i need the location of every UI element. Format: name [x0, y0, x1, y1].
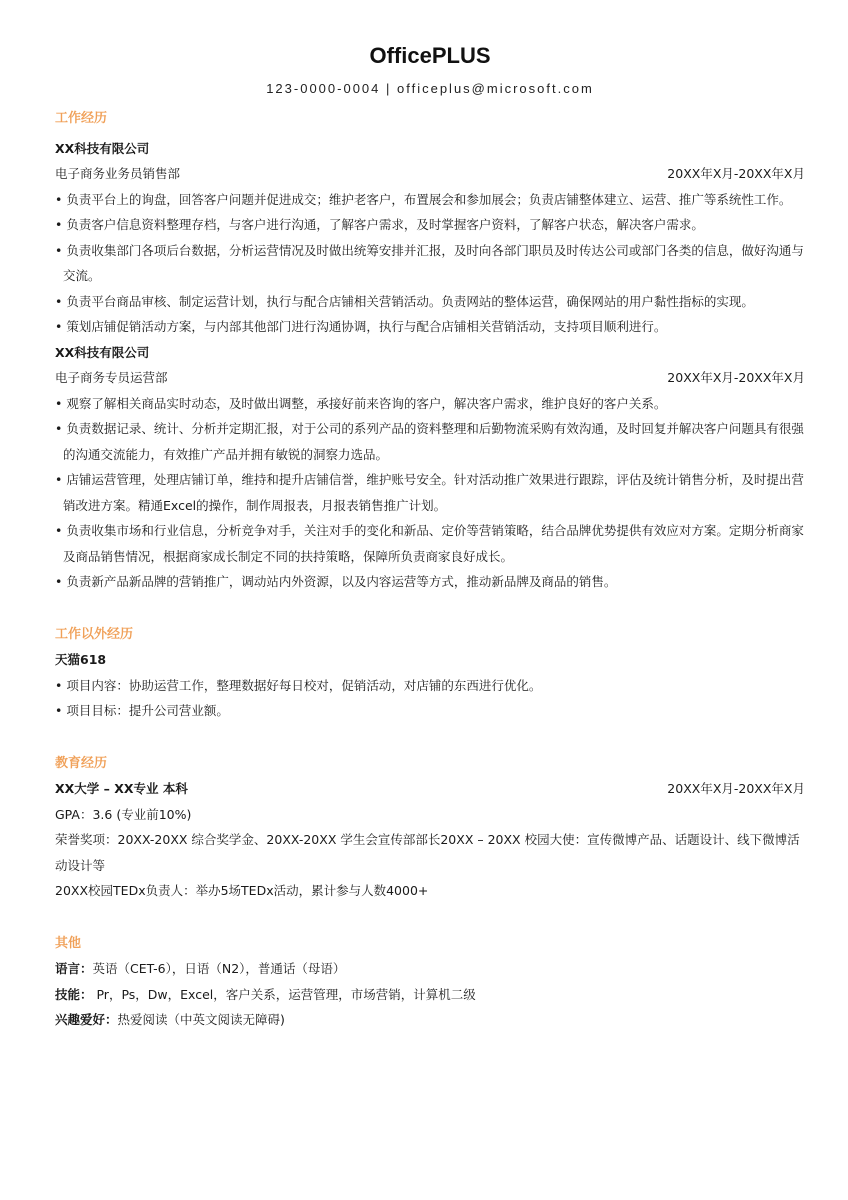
job-entry [55, 340, 805, 595]
bullet-item: • 负责收集部门各项后台数据，分析运营情况及时做出统筹安排并汇报，及时向各部门职员及时传达公司或部门各类的信息，做好沟通与交流。 [55, 238, 805, 289]
label: 语言： [55, 961, 93, 976]
value: 热爱阅读（中英文阅读无障碍) [117, 1012, 285, 1027]
bullet-item: • 负责数据记录、统计、分析并定期汇报，对于公司的系列产品的资料整理和后勤物流采购有效沟通，及时回复并解决客户问题具有很强的沟通交流能力，有效推广产品并拥有敏锐的洞察力选品。 [55, 416, 805, 467]
label: 技能： [55, 986, 93, 1002]
section-title-work: 工作经历 [55, 111, 108, 126]
job-entry [55, 136, 805, 340]
bullet-item: • 项目目标：提升公司营业额。 [55, 698, 805, 724]
value: Pr，Ps，Dw，Excel，客户关系，运营管理，市场营销，计算机二级 [92, 986, 476, 1002]
bullet-item: • 策划店铺促销活动方案，与内部其他部门进行沟通协调，执行与配合店铺相关营销活动，支持项目顺利进行。 [55, 314, 805, 340]
contact-info: 123-0000-0004 | officeplus@microsoft.com [266, 81, 594, 96]
period: 20XX年X月-20XX年X月 [667, 166, 805, 181]
bullet-item: • 负责客户信息资料整理存档，与客户进行沟通，了解客户需求，及时掌握客户资料，了解客户状态，解决客户需求。 [55, 212, 805, 238]
department: 电子商务专员运营部 [55, 370, 168, 385]
bullet-item: • 负责新产品新品牌的营销推广，调动站内外资源，以及内容运营等方式，推动新品牌及商品的销售。 [55, 569, 805, 595]
project-name: 天猫618 [55, 652, 107, 667]
department: 电子商务业务员销售部 [55, 166, 181, 181]
bullet-item: • 负责收集市场和行业信息，分析竞争对手，关注对手的变化和新品、定价等营销策略，结合品牌优势提供有效应对方案。定期分析商家及商品销售情况，根据商家成长制定不同的扶持策略，保障所负责商家良好成长。 [55, 518, 805, 569]
other-item-skills [55, 982, 805, 1008]
bullet-item: • 负责平台上的询盘，回答客户问题并促进成交；维护老客户，布置展会和参加展会；负责店铺整体建立、运营、推广等系统性工作。 [55, 187, 805, 213]
value: 英语（CET-6），日语（N2），普通话（母语） [92, 961, 346, 976]
other-item-hobbies [55, 1007, 805, 1033]
honors: 荣誉奖项：20XX-20XX 综合奖学金、20XX-20XX 学生会宣传部部长20XX – 20XX 校园大使：宣传微博产品、话题设计、线下微博活动设计等 [55, 832, 800, 873]
resume-name: OfficePLUS [369, 43, 491, 68]
company-name: XX科技有限公司 [55, 140, 150, 156]
section-title-education: 教育经历 [55, 755, 108, 771]
bullet-item: • 观察了解相关商品实时动态，及时做出调整，承接好前来咨询的客户，解决客户需求，维护良好的客户关系。 [55, 391, 805, 417]
school: XX大学 – XX专业 本科 [55, 781, 188, 796]
tedx: 20XX校园TEDx负责人：举办5场TEDx活动，累计参与人数4000+ [55, 883, 429, 898]
label: 兴趣爱好： [55, 1012, 118, 1027]
other-item-language [55, 956, 805, 982]
bullet-item: • 店铺运营管理，处理店铺订单，维持和提升店铺信誉，维护账号安全。针对活动推广效果进行跟踪，评估及统计销售分析，及时提出营销改进方案。精通Excel的操作，制作周报表，月报表销售推广计划。 [55, 467, 805, 518]
period: 20XX年X月-20XX年X月 [667, 781, 805, 796]
bullet-item: • 项目内容：协助运营工作，整理数据好每日校对，促销活动，对店铺的东西进行优化。 [55, 673, 805, 699]
company-name: XX科技有限公司 [55, 344, 150, 360]
period: 20XX年X月-20XX年X月 [667, 370, 805, 385]
section-title-extra: 工作以外经历 [55, 626, 134, 642]
gpa: GPA：3.6 (专业前10%) [55, 806, 192, 822]
bullet-item: • 负责平台商品审核、制定运营计划，执行与配合店铺相关营销活动。负责网站的整体运营，确保网站的用户黏性指标的实现。 [55, 289, 805, 315]
section-title-other: 其他 [55, 935, 82, 951]
